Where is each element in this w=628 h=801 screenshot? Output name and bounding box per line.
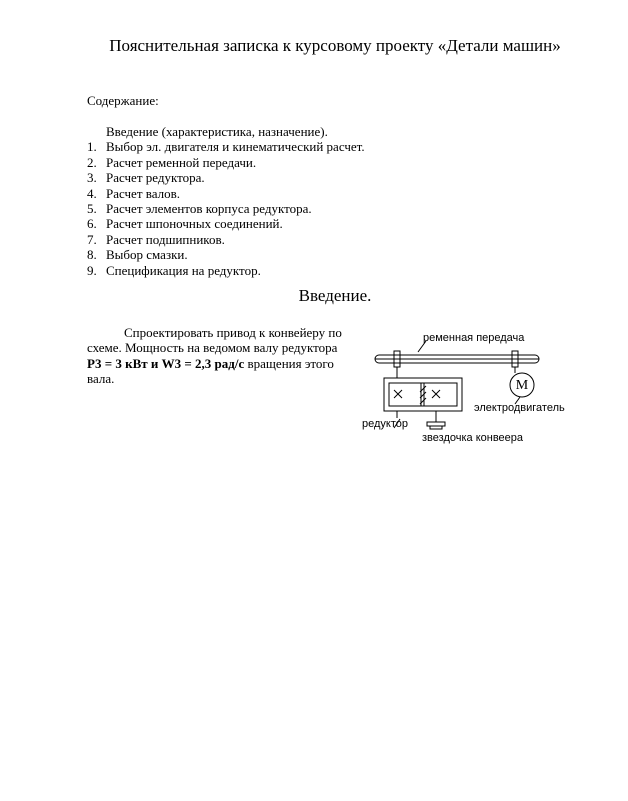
toc-item [87, 232, 365, 247]
table-of-contents [87, 124, 365, 278]
toc-item-number: 2. [87, 154, 97, 170]
toc-item-text: Расчет валов. [106, 185, 180, 201]
drive-scheme-diagram [360, 328, 575, 452]
toc-item-text: Введение (характеристика, назначение). [106, 124, 328, 139]
toc-item-text: Расчет подшипников. [106, 231, 225, 247]
toc-item [87, 201, 365, 216]
toc-item [87, 139, 365, 154]
toc-item-number: 8. [87, 247, 97, 263]
toc-item [87, 216, 365, 231]
toc-item-text: Выбор эл. двигателя и кинематический расчет. [106, 139, 365, 155]
toc-item-number: 7. [87, 231, 97, 247]
sprocket-hub [430, 426, 442, 429]
introduction-paragraph [87, 325, 349, 387]
toc-item [87, 155, 365, 170]
introduction-text-1: Спроектировать привод к конвейеру по схеме. Мощность на ведомом валу редуктора [87, 325, 342, 356]
toc-item [87, 170, 365, 185]
toc-item-text: Спецификация на редуктор. [106, 262, 261, 278]
toc-item-text: Расчет редуктора. [106, 170, 205, 186]
power-formula: P3 = 3 кВт и W3 = 2,3 [87, 355, 212, 371]
toc-item-text: Расчет элементов корпуса редуктора. [106, 201, 312, 217]
introduction-text-2: вращения этого вала. [87, 355, 334, 387]
reducer-label: редуктор [362, 418, 408, 430]
toc-item-number: 6. [87, 216, 97, 232]
toc-item [87, 247, 365, 262]
document-title: Пояснительная записка к курсовому проекту «Детали машин» [109, 36, 561, 55]
toc-item [87, 263, 365, 278]
toc-item-text: Расчет шпоночных соединений. [106, 216, 283, 232]
belt-label: ременная передача [423, 332, 525, 344]
toc-item-number: 4. [87, 185, 97, 201]
toc-item-text: Выбор смазки. [106, 247, 188, 263]
toc-item-number: 5. [87, 201, 97, 217]
motor-letter: M [515, 378, 529, 393]
introduction-heading: Введение. [298, 286, 372, 305]
sprocket-label: звездочка конвеера [422, 432, 524, 444]
sprocket [427, 422, 445, 426]
toc-item-intro [87, 124, 365, 139]
contents-label: Содержание: [87, 93, 159, 108]
toc-item-number: 3. [87, 170, 97, 186]
toc-item-text: Расчет ременной передачи. [106, 154, 257, 170]
toc-item [87, 186, 365, 201]
angular-velocity-unit: рад/с [214, 355, 245, 371]
toc-item-number: 9. [87, 262, 97, 278]
motor-label: электродвигатель [474, 402, 565, 414]
toc-item-number: 1. [87, 139, 97, 155]
